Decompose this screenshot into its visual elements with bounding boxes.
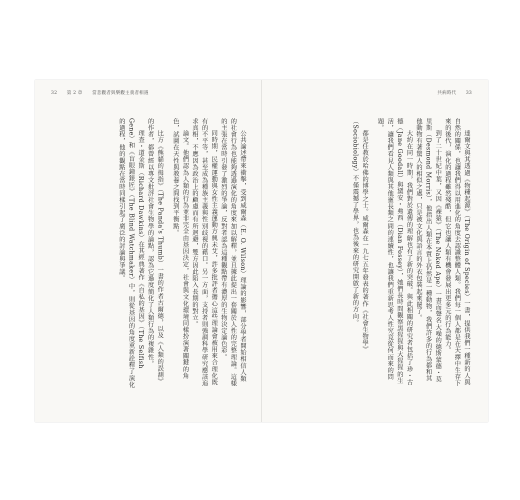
paragraph: 大約在同一時期，我們對於遺傳的理解也有了新的突破。與此相關的研究者包括了珍・古德（Jane Goodall）與黛安・弗西（Dian Fossey），她們長時間觀察黑猩猩與大猩猩的生活，讓我們看見人類與其他靈長類之間的連續性，也讓我們重新思考人性究竟從何而來的問題。 [376,118,413,386]
paragraph: 同時期，民權運動與女性主義運動方興未艾，許多批評者擔心這些理論會被用來合理化既有的不平等，甚至成為種族主義與性別歧視的藉口。另一方面，支持者則強調科學研究應該追求真相，不應因為政治上的顧慮而有所迴避，雙方因此陷入長期的對立。 [191,118,218,387]
paragraph: 比方《熊貓的拇指》（The Panda's Thumb）一書的作者古爾德，以及《人類的誤測》的作者，都曾經以專文批評社會生物學的論點，認為它過度簡化了人類行為的複雜性。 [146,118,164,385]
paragraph: 達爾文與其透過《物種起源》（The Origin of Species）一書，提供我們一種新的人與自然的關係，也讓我們得以用進化的角度去認識整體人類。我們每一個人都是在天擇中生存下來的後代，演化的過程雖然殘酷，但它也讓人類有機會發展出更多元的行為能力。 [443,118,470,387]
book-spread [35,80,488,422]
section-title: 共病時代 [437,91,457,96]
right-page-header [429,90,472,96]
book-gutter [261,80,262,422]
left-page-body [57,118,247,388]
right-page-body [281,118,471,388]
left-page-header [51,90,157,96]
paragraph: 都是任教於哈佛的博學之士。威爾森在一九七五年發表的著作《社會生物學》（Sociobiology）不僅震撼了學界，也為後來的研究開啟了新的方向。 [351,118,369,354]
paragraph: 到了二十世紀中葉，又因《裸猿》（The Naked Ape）一書而聲名大噪的德斯蒙德・莫里斯（Desmond Morris），他指出人類在本質上仍然是一種動物，我們許多的行為都和其他動物有著驚人的相似之處，只是被文化與語言的外衣包裝起來罷了。 [415,118,442,384]
left-page-number: 32 [51,91,58,96]
right-page-number: 33 [465,91,472,96]
chapter-number: 第 2 章 [66,91,83,96]
paragraph: 論文。他們認為人類的行為並非完全由基因決定，社會與文化環境同樣扮演著關鍵的角色，試圖在天性與教養之間找到平衡點。 [171,118,189,380]
paragraph: 理查・道金斯（Richard Dawkins）在其經典著作《自私的基因》（The Selfish Gene）和《盲眼鐘錶匠》（The Blind Watchmaker）中，則從基因的角度重新詮釋了演化的過程，他的觀點在當時同樣引起了廣泛的討論與爭議。 [117,118,145,388]
paragraph: 公共論述帶來衝擊，受到威爾森（E. O. Wilson）理論的影響，部分學者開始相信人類的社會行為也能夠透過演化的角度來加以解釋，並且據此提出一套關於人性的完整理論。這樣的主張在當時引發了激烈的爭論，反對者認為這種觀點帶有濃厚的生物決定論色彩。 [219,118,246,387]
chapter-title: 當悲觀者與樂觀主義者相遇 [92,91,149,96]
